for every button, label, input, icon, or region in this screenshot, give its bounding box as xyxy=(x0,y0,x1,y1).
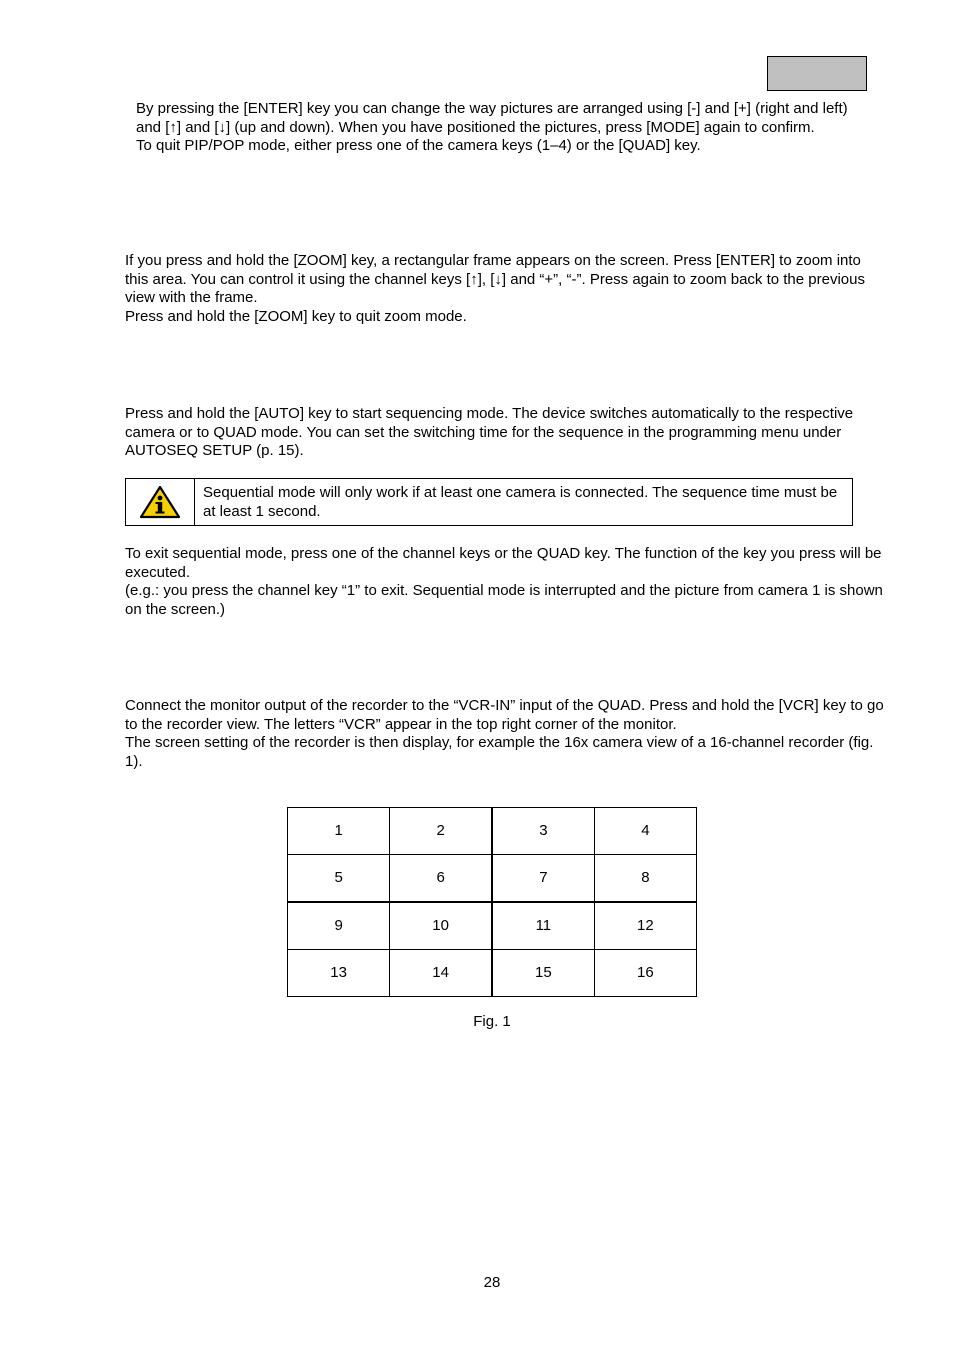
exit-paragraph-2: (e.g.: you press the channel key “1” to exit. Sequential mode is interrupted and the picture from camera 1 is shown on the screen.) xyxy=(125,582,883,618)
grid-cell: 14 xyxy=(390,950,492,997)
notice-text: Sequential mode will only work if at least one camera is connected. The sequence time must be at least 1 second. xyxy=(203,484,838,520)
grid-cell: 12 xyxy=(594,902,696,950)
grid-cell: 1 xyxy=(288,808,390,855)
info-warning-icon xyxy=(139,485,181,519)
intro-section xyxy=(136,100,876,156)
intro-paragraph-1: By pressing the [ENTER] key you can change the way pictures are arranged using [-] and [+] (right and left) and [↑] and [↓] (up and down). When you have positioned the pictures, press [MODE] again to confirm. xyxy=(136,100,848,136)
figure-caption: Fig. 1 xyxy=(473,1013,511,1030)
grid-cell: 8 xyxy=(594,855,696,903)
auto-paragraph-1: Press and hold the [AUTO] key to start sequencing mode. The device switches automatically to the respective camera or to QUAD mode. You can set the switching time for the sequence in the programming menu under AUTOSEQ SETUP (p. 15). xyxy=(125,405,854,459)
page-number: 28 xyxy=(483,1274,501,1291)
intro-paragraph-2: To quit PIP/POP mode, either press one of the camera keys (1–4) or the [QUAD] key. xyxy=(136,137,701,154)
grid-cell: 4 xyxy=(594,808,696,855)
language-tab-box xyxy=(767,56,867,91)
zoom-section xyxy=(125,252,887,326)
grid-row xyxy=(288,902,697,950)
vcr-paragraph-2: The screen setting of the recorder is then display, for example the 16x camera view of a 16-channel recorder (fig. 1). xyxy=(125,734,874,770)
auto-section xyxy=(125,405,887,461)
vcr-paragraph-1: Connect the monitor output of the recorder to the “VCR-IN” input of the QUAD. Press and hold the [VCR] key to go to the recorder view. The letters “VCR” appear in the top right corner of the monitor. xyxy=(125,697,884,733)
zoom-paragraph-2: Press and hold the [ZOOM] key to quit zoom mode. xyxy=(125,307,467,325)
grid-row xyxy=(288,808,697,855)
grid-cell: 2 xyxy=(390,808,492,855)
grid-row xyxy=(288,855,697,903)
exit-section xyxy=(125,545,887,619)
grid-cell: 5 xyxy=(288,855,390,903)
camera-grid-figure xyxy=(287,807,697,997)
exit-paragraph-1: To exit sequential mode, press one of the channel keys or the QUAD key. The function of the key you press will be executed. xyxy=(125,545,882,581)
grid-cell: 3 xyxy=(492,808,594,855)
grid-cell: 13 xyxy=(288,950,390,997)
vcr-section xyxy=(125,697,887,771)
grid-cell: 16 xyxy=(594,950,696,997)
zoom-paragraph-1: If you press and hold the [ZOOM] key, a rectangular frame appears on the screen. Press [ENTER] to zoom into this area. You can control it using the channel keys [↑], [↓] and “+”, “-”. Press again to zoom back to the previous view with the frame. xyxy=(125,252,865,306)
grid-cell: 6 xyxy=(390,855,492,903)
grid-cell: 11 xyxy=(492,902,594,950)
notice-icon-cell xyxy=(126,479,195,525)
grid-cell: 10 xyxy=(390,902,492,950)
grid-row xyxy=(288,950,697,997)
grid-cell: 15 xyxy=(492,950,594,997)
grid-cell: 9 xyxy=(288,902,390,950)
notice-box xyxy=(125,478,853,526)
grid-cell: 7 xyxy=(492,855,594,903)
